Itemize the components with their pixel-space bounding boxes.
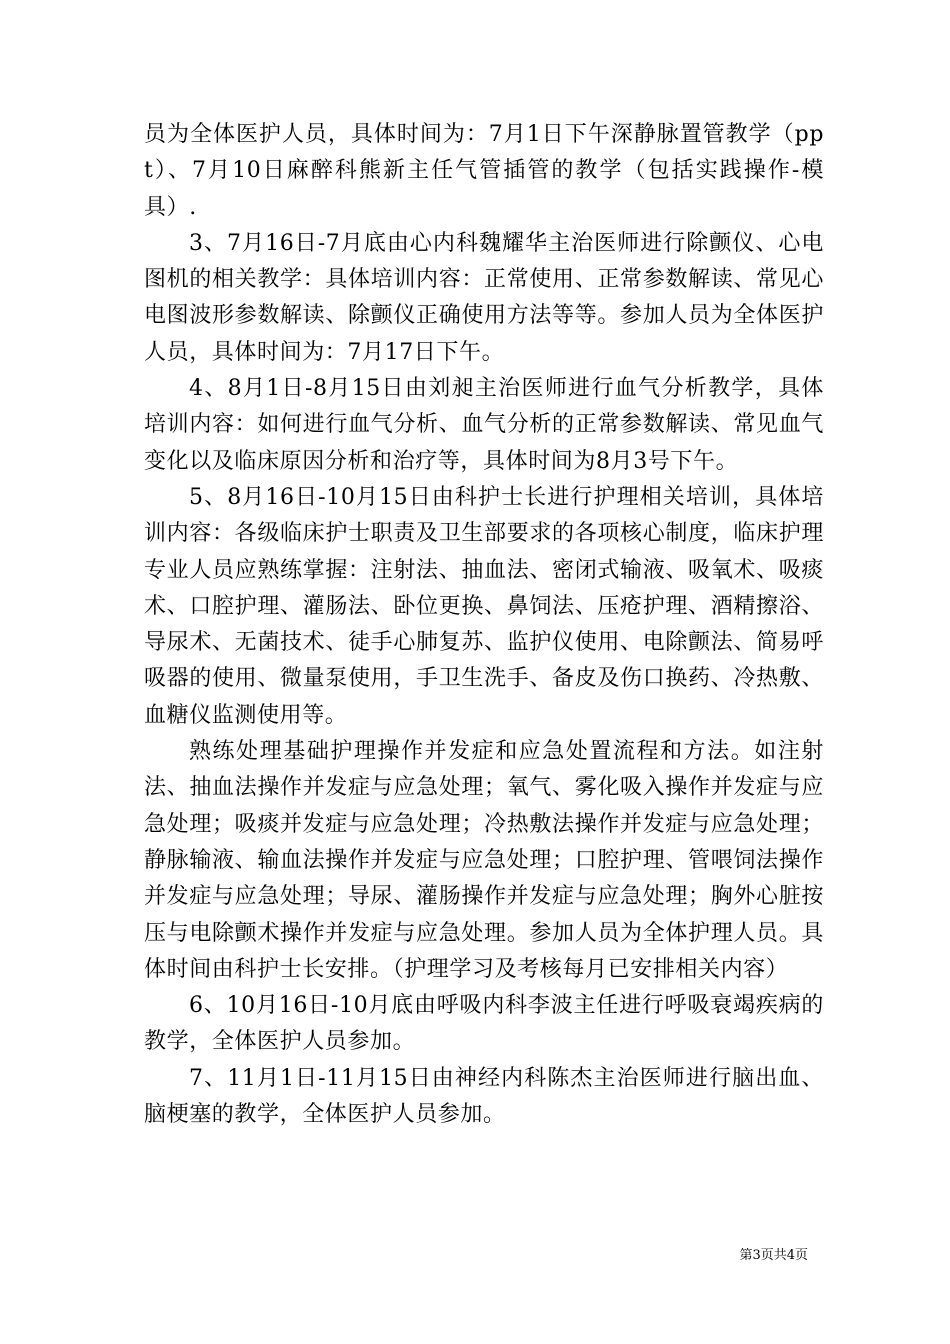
- document-body: [144, 117, 824, 1133]
- page-number: 第3页共4页: [739, 1248, 808, 1263]
- paragraph-item-4: 4、8月1日-8月15日由刘昶主治医师进行血气分析教学，具体培训内容：如何进行血气分析、血气分析的正常参数解读、常见血气变化以及临床原因分析和治疗等，具体时间为8月3号下午。: [144, 376, 824, 474]
- paragraph-item-5: 5、8月16日-10月15日由科护士长进行护理相关培训，具体培训内容：各级临床护士职责及卫生部要求的各项核心制度，临床护理专业人员应熟练掌握：注射法、抽血法、密闭式输液、吸氧术、吸痰术、口腔护理、灌肠法、卧位更换、鼻饲法、压疮护理、酒精擦浴、导尿术、无菌技术、徒手心肺复苏、监护仪使用、电除颤法、简易呼吸器的使用、微量泵使用，手卫生洗手、备皮及伤口换药、冷热敷、血糖仪监测使用等。: [144, 484, 824, 728]
- paragraph-item-7: 7、11月1日-11月15日由神经内科陈杰主治医师进行脑出血、脑梗塞的教学，全体医护人员参加。: [144, 1065, 824, 1128]
- paragraph-item-3: 3、7月16日-7月底由心内科魏耀华主治医师进行除颤仪、心电图机的相关教学：具体培训内容：正常使用、正常参数解读、常见心电图波形参数解读、除颤仪正确使用方法等等。参加人员为全体医护人员，具体时间为：7月17日下午。: [144, 230, 824, 365]
- paragraph-continuation: 员为全体医护人员，具体时间为：7月1日下午深静脉置管教学（ppt）、7月10日麻醉科熊新主任气管插管的教学（包括实践操作-模具）.: [144, 122, 824, 220]
- paragraph-complications: 熟练处理基础护理操作并发症和应急处置流程和方法。如注射法、抽血法操作并发症与应急处理；氧气、雾化吸入操作并发症与应急处理；吸痰并发症与应急处理；冷热敷法操作并发症与应急处理；静脉输液、输血法操作并发症与应急处理；口腔护理、管喂饲法操作并发症与应急处理；导尿、灌肠操作并发症与应急处理；胸外心脏按压与电除颤术操作并发症与应急处理。参加人员为全体护理人员。具体时间由科护士长安排。（护理学习及考核每月已安排相关内容）: [144, 739, 824, 982]
- paragraph-item-6: 6、10月16日-10月底由呼吸内科李波主任进行呼吸衰竭疾病的教学，全体医护人员参加。: [144, 993, 824, 1055]
